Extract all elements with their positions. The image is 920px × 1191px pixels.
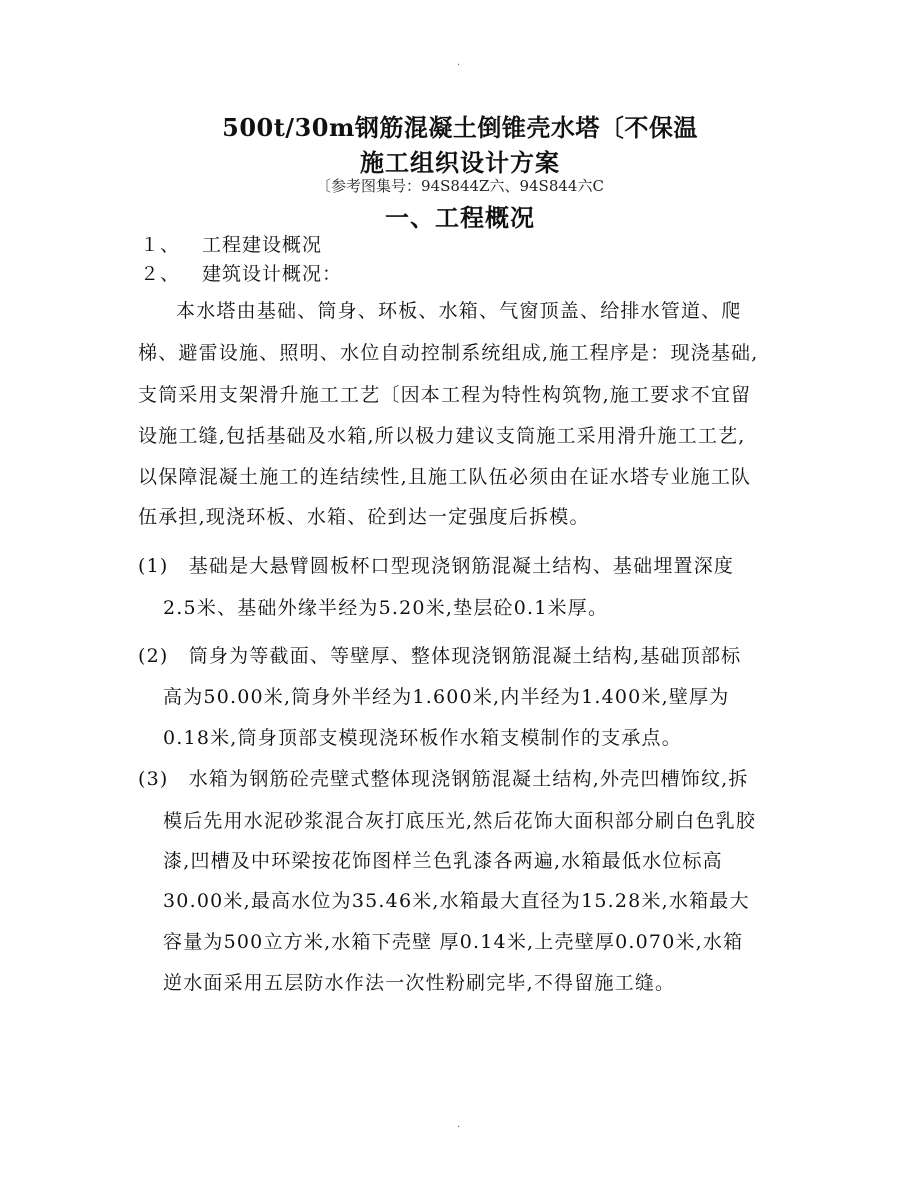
paragraph-3-line: 30.00米,最高水位为35.46米,水箱最大直径为15.28米,水箱最大 — [163, 890, 750, 912]
paragraph-1-line: 2.5米、基础外缘半经为5.20米,垫层砼0.1米厚。 — [163, 597, 609, 619]
list-item-project-overview — [140, 230, 322, 257]
paragraph-3-line: (3) 水箱为钢筋砼壳壁式整体现浇钢筋混凝土结构,外壳凹槽饰纹,拆 — [138, 768, 749, 790]
intro-paragraph-line: 本水塔由基础、筒身、环板、水箱、气窗顶盖、给排水管道、爬 — [176, 300, 742, 322]
document-title-line-2: 施工组织设计方案 — [360, 148, 560, 177]
paragraph-3-line: 逆水面采用五层防水作法一次性粉刷完毕,不得留施工缝。 — [163, 972, 676, 994]
list-item-text: 建筑设计概况： — [202, 263, 343, 285]
footer-mark: . — [457, 1119, 461, 1130]
document-title-line-1: 500t/30m钢筋混凝土倒锥壳水塔〔不保温 — [222, 113, 698, 142]
list-item-number: １、 — [140, 234, 181, 256]
header-mark: . — [457, 57, 461, 68]
paragraph-3-line: 模后先用水泥砂浆混合灰打底压光,然后花饰大面积部分刷白色乳胶 — [163, 810, 757, 832]
intro-paragraph-line: 以保障混凝土施工的连结续性,且施工队伍必须由在证水塔专业施工队 — [138, 466, 752, 488]
reference-atlas-note: 〔参考图集号：94S844Z六、94S844六C — [316, 177, 604, 195]
intro-paragraph-line: 设施工缝,包括基础及水箱,所以极力建议支筒施工采用滑升施工工艺, — [138, 425, 746, 447]
paragraph-3-line: 容量为500立方米,水箱下壳壁 厚0.14米,上壳壁厚0.070米,水箱 — [163, 931, 744, 953]
intro-paragraph-line: 支筒采用支架滑升施工工艺〔因本工程为特性构筑物,施工要求不宜留 — [138, 384, 752, 406]
intro-paragraph-line: 伍承担,现浇环板、水箱、砼到达一定强度后拆模。 — [138, 506, 590, 528]
list-item-text: 工程建设概况 — [202, 234, 323, 256]
paragraph-3-line: 漆,凹槽及中环梁按花饰图样兰色乳漆各两遍,水箱最低水位标高 — [163, 850, 723, 872]
section-heading: 一、工程概况 — [385, 203, 535, 232]
list-item-architecture-overview — [140, 259, 342, 286]
paragraph-1-line: (1) 基础是大悬臂圆板杯口型现浇钢筋混凝土结构、基础埋置深度 — [138, 555, 735, 577]
list-item-number: ２、 — [140, 263, 181, 285]
intro-paragraph-line: 梯、避雷设施、照明、水位自动控制系统组成,施工程序是：现浇基础, — [138, 342, 759, 364]
paragraph-2-line: 高为50.00米,筒身外半经为1.600米,内半经为1.400米,壁厚为 — [163, 686, 730, 708]
paragraph-2-line: 0.18米,筒身顶部支模现浇环板作水箱支模制作的支承点。 — [163, 727, 682, 749]
paragraph-2-line: (2) 筒身为等截面、等壁厚、整体现浇钢筋混凝土结构,基础顶部标 — [138, 645, 742, 667]
